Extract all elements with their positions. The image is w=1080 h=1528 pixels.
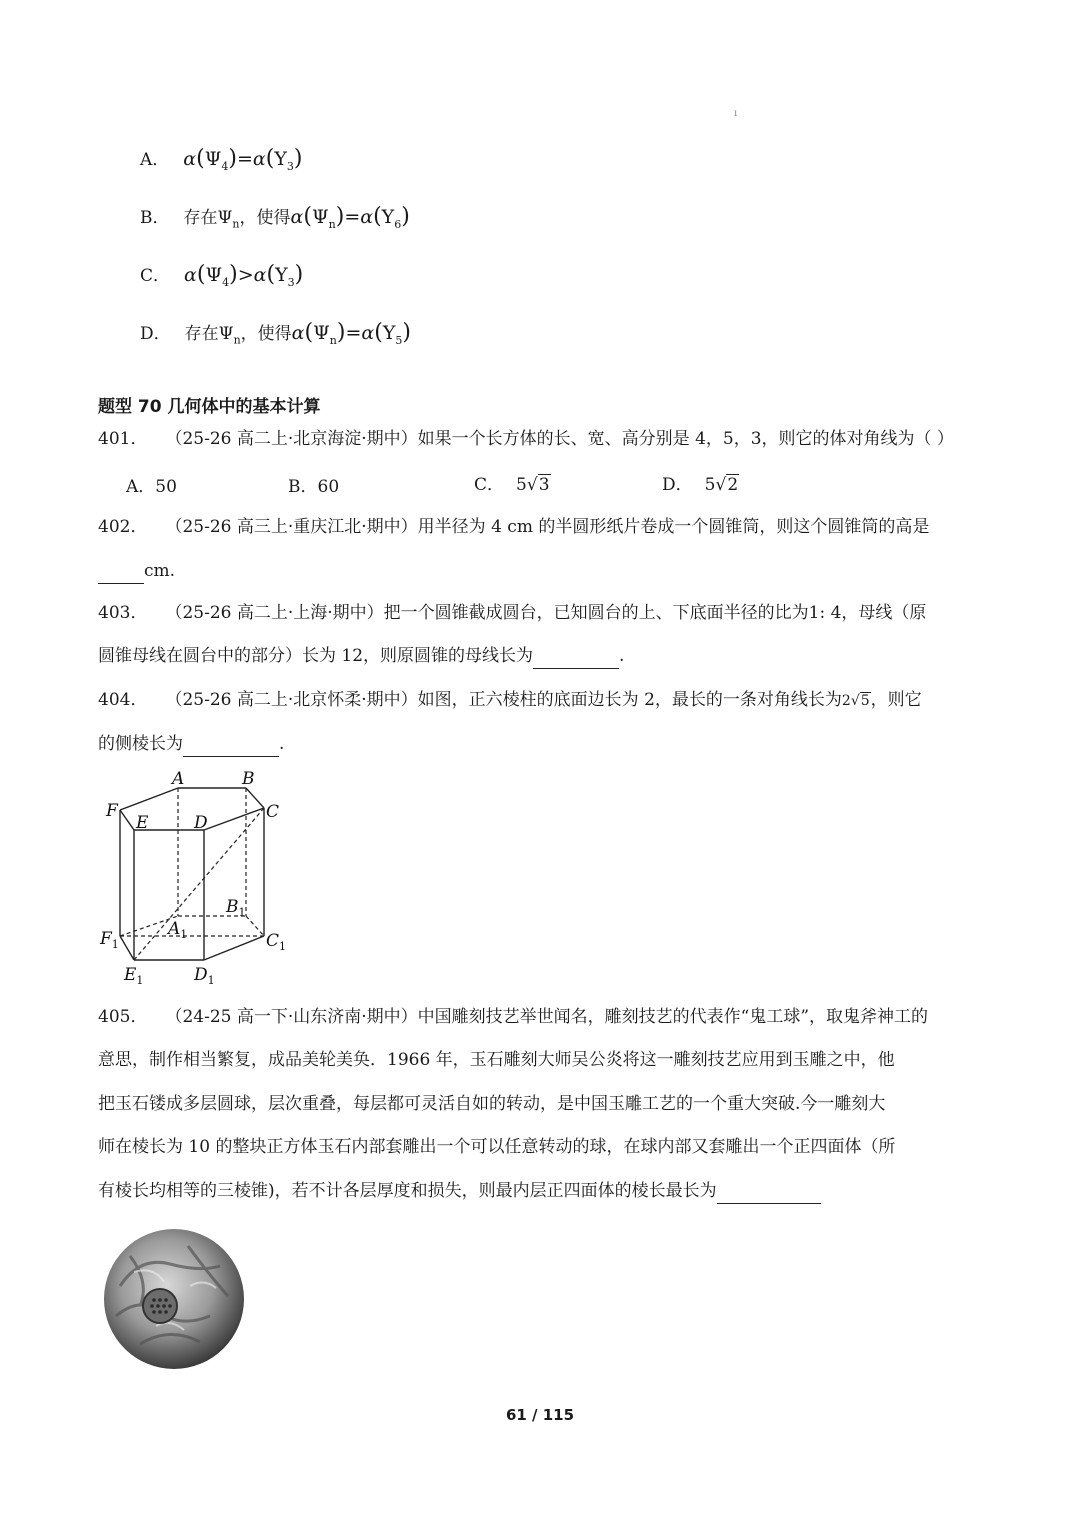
question-number: 402． (98, 517, 148, 537)
top-mark: ı (734, 108, 738, 119)
choice-label: A． (126, 477, 156, 497)
choice-label: B． (288, 477, 318, 497)
option-prefix: 存在Ψ (184, 324, 234, 344)
question-text: ，则它 (870, 690, 922, 710)
question-text: 有棱长均相等的三棱锥)，若不计各层厚度和损失，则最内层正四面体的棱长最长为 (98, 1181, 717, 1201)
choice-d (662, 470, 739, 495)
option-d (140, 319, 411, 347)
sqrt-symbol: √2 (715, 475, 739, 495)
func-arg-sub: n (328, 217, 336, 231)
func-arg-sub: n (329, 333, 337, 347)
choice-label: C． (474, 475, 505, 495)
relation-op: = (344, 206, 361, 228)
func-arg: Ψ (313, 322, 330, 344)
option-formula: $\alpha(\Psi_4)=\alpha(Y_3)$ (183, 146, 303, 173)
func-arg: Y (381, 206, 395, 228)
vertex-label-F: F (106, 801, 118, 821)
section-title: 题型 70 几何体中的基本计算 (98, 397, 321, 417)
vertex-label-D1: $D_1$ (194, 965, 215, 987)
func-arg-sub: 3 (287, 275, 295, 289)
func-arg: Y (382, 322, 396, 344)
func-symbol: α (290, 206, 304, 228)
edge-BC (246, 788, 264, 808)
func-symbol: α (361, 322, 375, 344)
question-text: cm. (144, 561, 176, 581)
option-label: C． (140, 266, 171, 286)
answer-blank[interactable] (717, 1185, 821, 1204)
vertex-label-B: B (242, 769, 255, 789)
question-text-end: . (619, 646, 625, 666)
question-404-line2 (98, 731, 284, 757)
vertex-label-C: C (266, 802, 280, 822)
func-arg: Ψ (311, 206, 329, 228)
func-symbol: α (253, 264, 267, 286)
func-symbol: α (183, 148, 197, 170)
option-c (140, 261, 303, 289)
func-symbol: α (184, 264, 197, 286)
relation-op: > (237, 264, 254, 286)
sqrt-coefficient: 5 (704, 475, 716, 495)
question-text: 圆锥母线在圆台中的部分）长为 12，则原圆锥的母线长为 (98, 646, 534, 666)
vertex-label-A1: $A_1$ (168, 919, 188, 941)
option-prefix: 存在Ψ (183, 208, 233, 228)
vertex-label-A: A (172, 769, 185, 789)
func-arg: Y (275, 264, 288, 286)
vertex-label-B1: $B_1$ (226, 897, 246, 919)
vertex-label-E: E (136, 813, 149, 833)
question-text: （24-25 高一下·山东济南·期中）中国雕刻技艺举世闻名，雕刻技艺的代表作“鬼工球”，取鬼斧神工的 (165, 1007, 929, 1027)
option-label: D． (140, 324, 171, 344)
func-arg-sub: 5 (395, 333, 403, 347)
option-label: B． (140, 208, 170, 228)
question-403-line2 (98, 643, 624, 669)
func-arg-sub: 4 (222, 275, 230, 289)
option-b (140, 203, 410, 231)
choice-value: 60 (317, 477, 340, 497)
question-number: 404． (98, 690, 148, 710)
question-404 (98, 687, 922, 714)
answer-blank[interactable] (533, 650, 619, 669)
question-text: （25-26 高二上·北京海淀·期中）如果一个长方体的长、宽、高分别是 4，5，3，则它的体对角线为（ ） (165, 429, 954, 449)
func-arg-sub: 4 (221, 159, 229, 173)
question-405-line3: 把玉石镂成多层圆球，层次重叠，每层都可灵活自如的转动，是中国玉雕工艺的一个重大突破.今一雕刻大 (98, 1094, 886, 1114)
func-arg-sub: 6 (394, 217, 402, 231)
func-symbol: α (252, 148, 266, 170)
sqrt-symbol: √3 (526, 475, 550, 495)
option-label: A． (140, 150, 170, 170)
option-prefix-sub: n (232, 217, 240, 231)
question-number: 403． (98, 603, 148, 623)
func-arg: Y (274, 148, 287, 170)
answer-blank[interactable] (183, 738, 279, 757)
question-text: （25-26 高二上·上海·期中）把一个圆锥截成圆台，已知圆台的上、下底面半径的比为1: 4，母线（原 (165, 603, 927, 623)
sqrt-symbol: √5 (850, 693, 870, 709)
option-prefix-tail: ，使得 (240, 324, 292, 344)
choice-b (288, 472, 339, 497)
option-formula: $\alpha(\Psi_4)>\alpha(Y_3)$ (184, 262, 304, 289)
edge-B1C1-hidden (246, 916, 264, 936)
choice-label: D． (662, 475, 693, 495)
vertex-label-C1: $C_1$ (266, 931, 287, 953)
option-prefix-sub: n (233, 333, 241, 347)
edge-EF (120, 810, 134, 830)
question-403 (98, 600, 926, 626)
vertex-label-F1: $F_1$ (100, 929, 119, 951)
question-402-line2 (98, 558, 175, 584)
func-arg-sub: 3 (286, 159, 294, 173)
page-number: 61 / 115 (505, 1406, 575, 1424)
edge-F1E1 (120, 936, 134, 960)
relation-op: = (345, 322, 362, 344)
question-number: 405． (98, 1007, 148, 1027)
question-text: （25-26 高二上·北京怀柔·期中）如图，正六棱柱的底面边长为 2，最长的一条对角线长为 (165, 690, 842, 710)
vertex-label-D: D (194, 813, 208, 833)
option-formula: $\alpha(\Psi_n)=\alpha(Y_6)$ (290, 204, 410, 231)
question-number: 401． (98, 429, 148, 449)
question-402 (98, 514, 929, 540)
sqrt-radicand: 5 (860, 693, 870, 709)
edge-FA (120, 788, 178, 810)
question-405-line5 (98, 1178, 821, 1204)
sqrt-radicand: 3 (538, 475, 550, 495)
question-405-line4: 师在棱长为 10 的整块正方体玉石内部套雕出一个可以任意转动的球，在球内部又套雕出一个正四面体（所 (98, 1137, 896, 1157)
hexagonal-prism-figure (96, 766, 296, 988)
sqrt-coefficient: 5 (516, 475, 527, 495)
option-formula: $\alpha(\Psi_n)=\alpha(Y_5)$ (291, 320, 411, 347)
question-405 (98, 1004, 928, 1030)
func-symbol: α (291, 322, 305, 344)
sqrt-radicand: 2 (727, 475, 739, 495)
ghost-ball-image (100, 1226, 248, 1372)
question-text-end: . (279, 734, 285, 754)
option-prefix-tail: ，使得 (239, 208, 291, 228)
sqrt-coefficient: 2 (841, 693, 851, 709)
question-text: 的侧棱长为 (98, 734, 183, 754)
choice-c (474, 470, 551, 495)
func-symbol: α (360, 206, 374, 228)
relation-op: = (236, 148, 253, 170)
question-401 (98, 426, 954, 452)
func-arg: Ψ (204, 148, 222, 170)
question-405-line2: 意思，制作相当繁复，成品美轮美奂．1966 年，玉石雕刻大师吴公炎将这一雕刻技艺应用到玉雕之中，他 (98, 1050, 895, 1070)
choice-a (126, 472, 177, 497)
choice-value: 50 (155, 477, 177, 497)
option-a (140, 145, 302, 173)
vertex-label-E1: $E_1$ (124, 965, 144, 987)
func-arg: Ψ (205, 264, 223, 286)
edge-D1C1 (204, 936, 264, 960)
answer-blank[interactable] (98, 565, 144, 584)
question-text: （25-26 高三上·重庆江北·期中）用半径为 4 cm 的半圆形纸片卷成一个圆锥筒，则这个圆锥筒的高是 (165, 517, 930, 537)
